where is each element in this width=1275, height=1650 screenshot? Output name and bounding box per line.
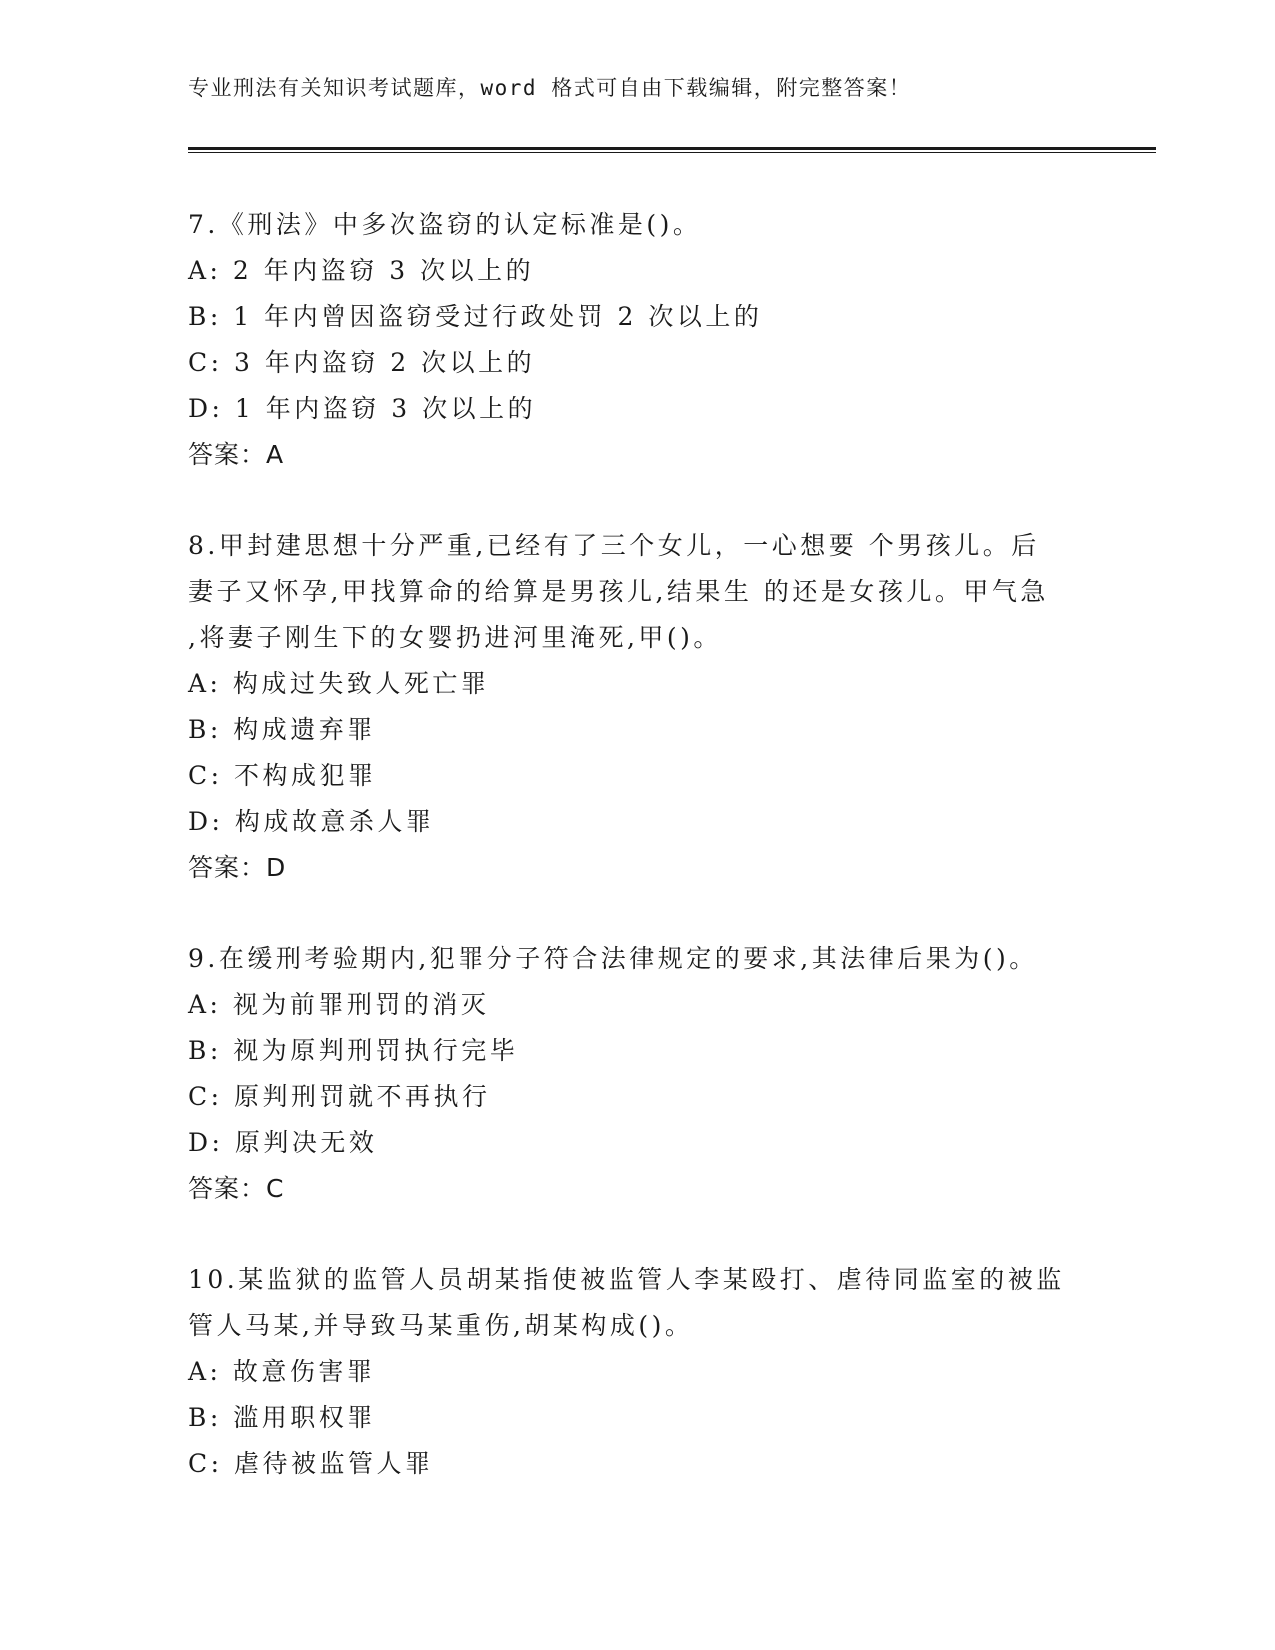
option-a: A: 故意伤害罪	[188, 1357, 376, 1386]
question-stem-continued: 管人马某,并导致马某重伤,胡某构成()。	[188, 1311, 694, 1340]
option-c: C: 原判刑罚就不再执行	[188, 1082, 491, 1111]
question-block	[188, 936, 1108, 1212]
option-a: A: 2 年内盗窃 3 次以上的	[188, 256, 535, 285]
page-header: 专业刑法有关知识考试题库，word 格式可自由下载编辑，附完整答案！	[188, 76, 912, 100]
answer-line: 答案：D	[188, 853, 287, 882]
answer-line: 答案：C	[188, 1174, 285, 1203]
option-c: C: 3 年内盗窃 2 次以上的	[188, 348, 536, 377]
option-c: C: 不构成犯罪	[188, 761, 377, 790]
question-block	[188, 1257, 1108, 1487]
option-d: D: 构成故意杀人罪	[188, 807, 435, 836]
question-stem: 8.甲封建思想十分严重,已经有了三个女儿，一心想要 个男孩儿。后	[188, 531, 1040, 560]
option-b: B: 1 年内曾因盗窃受过行政处罚 2 次以上的	[188, 302, 763, 331]
option-b: B: 滥用职权罪	[188, 1403, 376, 1432]
option-d: D: 原判决无效	[188, 1128, 378, 1157]
option-c: C: 虐待被监管人罪	[188, 1449, 434, 1478]
answer-line: 答案：A	[188, 440, 285, 469]
option-b: B: 视为原判刑罚执行完毕	[188, 1036, 519, 1065]
option-d: D: 1 年内盗窃 3 次以上的	[188, 394, 537, 423]
question-stem: 7.《刑法》中多次盗窃的认定标准是()。	[188, 210, 702, 239]
question-block	[188, 523, 1108, 891]
question-stem-continued: 妻子又怀孕,甲找算命的给算是男孩儿,结果生 的还是女孩儿。甲气急	[188, 577, 1049, 606]
header-divider	[188, 147, 1156, 150]
question-stem-continued: ,将妻子刚生下的女婴扔进河里淹死,甲()。	[188, 623, 722, 652]
header-divider-thin	[188, 152, 1156, 153]
question-stem: 10.某监狱的监管人员胡某指使被监管人李某殴打、虐待同监室的被监	[188, 1265, 1065, 1294]
question-list	[188, 202, 1108, 1487]
option-b: B: 构成遗弃罪	[188, 715, 376, 744]
question-block	[188, 202, 1108, 478]
option-a: A: 视为前罪刑罚的消灭	[188, 990, 490, 1019]
question-stem: 9.在缓刑考验期内,犯罪分子符合法律规定的要求,其法律后果为()。	[188, 944, 1038, 973]
option-a: A: 构成过失致人死亡罪	[188, 669, 490, 698]
